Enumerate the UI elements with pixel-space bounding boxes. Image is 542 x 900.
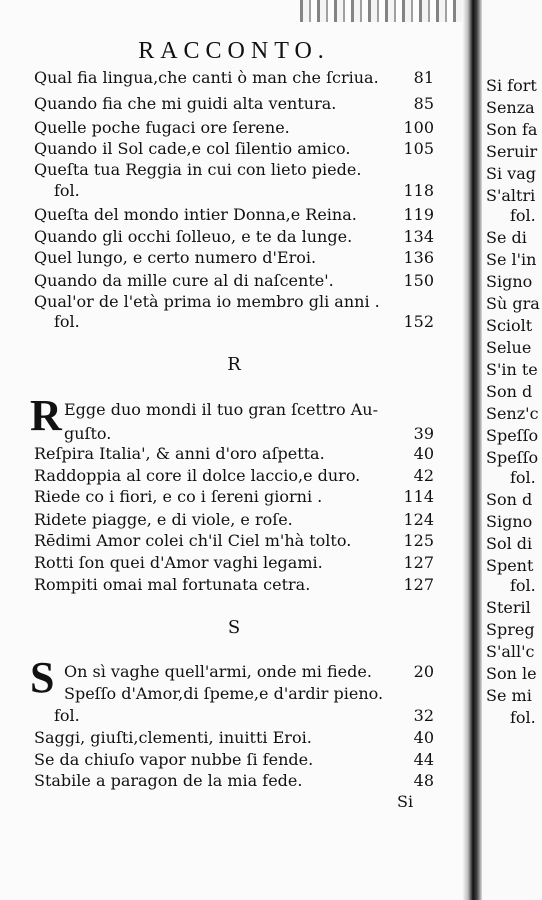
right-fragment: fol. xyxy=(510,576,536,595)
index-entry: Rēdimi Amor colei ch'il Ciel m'hà tolto. 125 xyxy=(34,531,434,550)
right-fragment: Speſſo xyxy=(486,448,539,467)
index-entry: Rotti ſon quei d'Amor vaghi legami. 127 xyxy=(34,553,434,572)
index-entry: Queſta del mondo intier Donna,e Reina. 119 xyxy=(34,205,434,224)
right-fragment: S'all'c xyxy=(486,642,535,661)
right-fragment: Speſſo xyxy=(486,426,539,445)
right-fragment: Sù gra xyxy=(486,294,540,313)
right-fragment: Senza xyxy=(486,98,535,117)
page-heading: RACCONTO. xyxy=(138,38,330,64)
right-fragment: Signo xyxy=(486,272,533,291)
right-fragment: Sciolt xyxy=(486,316,533,335)
right-fragment: Son fa xyxy=(486,120,538,139)
index-entry: Speſſo d'Amor,di ſpeme,e d'ardir pieno. xyxy=(64,684,384,703)
right-fragment: fol. xyxy=(510,468,536,487)
index-entry: Rompiti omai mal fortunata cetra. 127 xyxy=(34,575,434,594)
index-entry: Qual'or de l'età prima io membro gli anni . xyxy=(34,292,380,311)
index-entry: Quando gli occhi ſolleuo, e te da lunge. 134 xyxy=(34,227,434,246)
index-entry: Se da chiuſo vapor nubbe ſi fende. 44 xyxy=(34,750,434,769)
index-entry: Quando il Sol cade,e col ſilentio amico. 105 xyxy=(34,139,434,158)
right-fragment: Senz'c xyxy=(486,404,539,423)
index-entry-continuation: fol. 118 xyxy=(54,181,434,200)
index-entry: Quelle poche fugaci ore ſerene. 100 xyxy=(34,118,434,137)
right-fragment: Spent xyxy=(486,556,534,575)
index-entry: Quando fia che mi guidi alta ventura. 85 xyxy=(34,94,434,113)
right-fragment: S'altri xyxy=(486,186,536,205)
index-entry: Egge duo mondi il tuo gran ſcettro Au- xyxy=(64,400,378,419)
right-fragment: Se di xyxy=(486,228,527,247)
right-fragment: Se mi xyxy=(486,686,532,705)
right-fragment: Se l'in xyxy=(486,250,537,269)
right-fragment: Seruir xyxy=(486,142,538,161)
section-letter-s: S xyxy=(227,617,241,638)
right-fragment: Spreg xyxy=(486,620,535,639)
index-entry-continuation: fol. 152 xyxy=(54,312,434,331)
drop-capital-r: R xyxy=(30,391,62,440)
index-entry: Saggi, giuſti,clementi, inuitti Eroi. 40 xyxy=(34,728,434,747)
right-fragment: S'in te xyxy=(486,360,538,379)
right-page-text xyxy=(482,0,542,900)
index-entry: Quando da mille cure al di naſcente'. 150 xyxy=(34,271,434,290)
right-fragment: Steril xyxy=(486,598,531,617)
index-entry: Quel lungo, e certo numero d'Eroi. 136 xyxy=(34,248,434,267)
catchword: Si xyxy=(397,792,414,811)
index-entry-continuation: guſto. 39 xyxy=(64,424,434,443)
drop-capital-s: S xyxy=(30,653,55,702)
index-entry: Raddoppia al core il dolce laccio,e duro. 42 xyxy=(34,466,434,485)
index-entry: Qual fia lingua,che canti ò man che ſcriua. 81 xyxy=(34,68,434,87)
right-fragment: Si fort xyxy=(486,76,537,95)
right-fragment: Son le xyxy=(486,664,537,683)
index-entry-continuation: fol. 32 xyxy=(54,706,434,725)
book-gutter xyxy=(462,0,482,900)
right-fragment: fol. xyxy=(510,206,536,225)
right-fragment: Si vag xyxy=(486,164,536,183)
index-entry: Reſpira Italia', & anni d'oro aſpetta. 40 xyxy=(34,444,434,463)
right-fragment: Signo xyxy=(486,512,533,531)
index-entry: Riede co i fiori, e co i ſereni giorni . 114 xyxy=(34,487,434,506)
right-fragment: Son d xyxy=(486,382,533,401)
index-entry: Queſta tua Reggia in cui con lieto piede. xyxy=(34,160,362,179)
right-fragment: Sol di xyxy=(486,534,533,553)
right-fragment: Selue xyxy=(486,338,532,357)
index-entry: On sì vaghe quell'armi, onde mi fiede. 20 xyxy=(64,662,434,681)
index-entry: Stabile a paragon de la mia fede. 48 xyxy=(34,771,434,790)
right-fragment: fol. xyxy=(510,708,536,727)
index-entry: Ridete piagge, e di viole, e roſe. 124 xyxy=(34,510,434,529)
section-letter-r: R xyxy=(227,354,241,375)
right-fragment: Son d xyxy=(486,490,533,509)
